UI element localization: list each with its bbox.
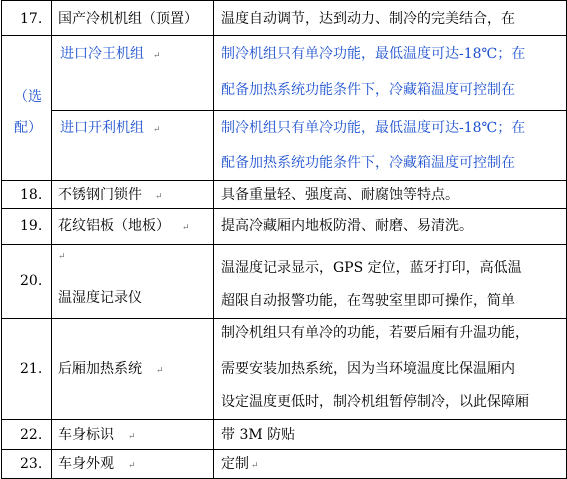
item-description: 配备加热系统功能条件下，冷藏箱温度可控制在: [221, 155, 515, 171]
item-description: 带 3M 防贴: [221, 427, 296, 443]
item-name: 花纹铝板（地板）: [58, 218, 170, 234]
item-description: 提高冷藏厢内地板防滑、耐磨、易清洗。: [221, 218, 473, 234]
row-number: 22.: [20, 427, 43, 443]
row-border: [1, 318, 567, 319]
item-name: 车身外观: [58, 456, 114, 472]
paragraph-mark: ↵: [58, 252, 66, 262]
row-number: 21.: [20, 361, 43, 377]
paragraph-mark: ↵: [128, 432, 136, 442]
item-description: 需要安装加热系统，因为当环境温度比保温厢内: [221, 361, 515, 377]
row-border: [1, 180, 567, 181]
item-description: 温度自动调节，达到动力、制冷的完美结合，在: [221, 11, 515, 27]
item-description: 制冷机组只有单冷的功能，若要后厢有升温功能，: [221, 325, 529, 341]
paragraph-mark: ↵: [128, 461, 136, 471]
row-number: 23.: [20, 456, 43, 472]
optional-group-label: 配）: [14, 120, 42, 136]
paragraph-mark: ↵: [251, 461, 259, 471]
row-number: 19.: [20, 218, 43, 234]
item-description: 定制: [221, 456, 249, 472]
item-description: 制冷机组只有单冷功能，最低温度可达-18℃；在: [221, 46, 526, 62]
item-name: 进口开利机组: [60, 120, 144, 136]
column-border: [51, 0, 52, 479]
item-description: 配备加热系统功能条件下，冷藏箱温度可控制在: [221, 82, 515, 98]
paragraph-mark: ↵: [155, 192, 163, 202]
optional-group-label: （选: [14, 89, 42, 105]
row-border: [1, 419, 567, 420]
row-number: 20.: [20, 273, 43, 289]
row-border: [1, 244, 567, 245]
item-name: 进口冷王机组: [60, 46, 144, 62]
paragraph-mark: ↵: [153, 51, 161, 61]
row-number: 17.: [20, 11, 43, 27]
row-border: [1, 208, 567, 209]
row-border: [1, 0, 567, 1]
row-number: 18.: [20, 187, 43, 203]
paragraph-mark: ↵: [182, 223, 190, 233]
column-border: [1, 0, 2, 479]
item-description: 设定温度更低时，制冷机组暂停制冷，以此保障厢: [221, 394, 529, 410]
column-border: [213, 0, 214, 479]
row-border: [1, 35, 567, 36]
paragraph-mark: ↵: [156, 366, 164, 376]
item-description: 制冷机组只有单冷功能，最低温度可达-18℃；在: [221, 120, 526, 136]
item-name: 不锈钢门锁件: [58, 187, 142, 203]
item-description: 超限自动报警功能，在驾驶室里即可操作，简单: [221, 293, 515, 309]
item-description: 具备重量轻、强度高、耐腐蚀等特点。: [221, 187, 459, 203]
row-border: [51, 110, 567, 111]
item-name: 温湿度记录仪: [58, 290, 142, 306]
item-name: 车身标识: [58, 427, 114, 443]
paragraph-mark: ↵: [153, 125, 161, 135]
row-border: [1, 449, 567, 450]
item-description: 温湿度记录显示，GPS 定位，蓝牙打印，高低温: [221, 260, 522, 276]
item-name: 国产冷机机组（顶置）: [58, 11, 198, 27]
item-name: 后厢加热系统: [58, 361, 142, 377]
